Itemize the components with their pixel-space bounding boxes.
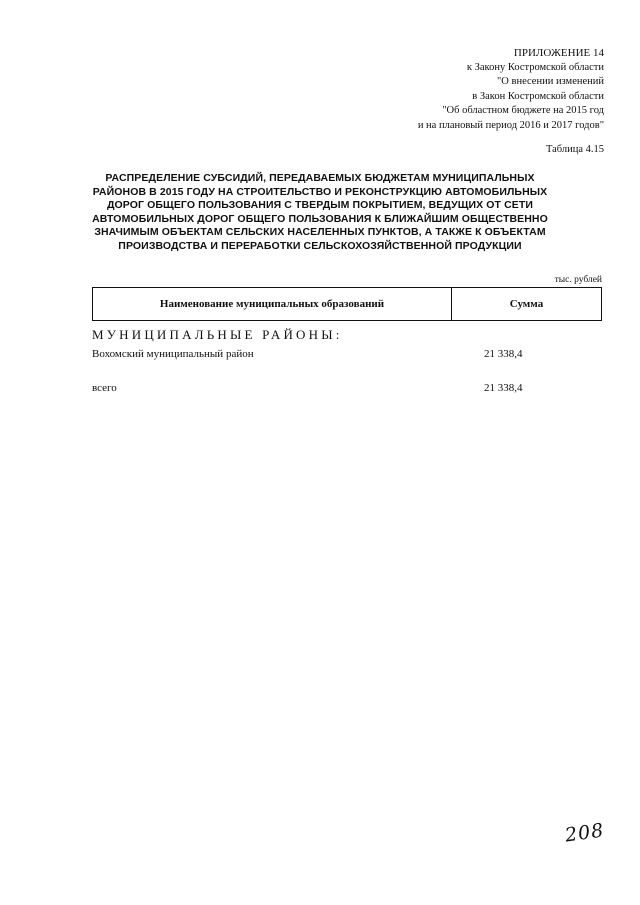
table-number: Таблица 4.15	[545, 144, 604, 155]
handwritten-page-number: 208	[563, 819, 606, 847]
section-heading: МУНИЦИПАЛЬНЫЕ РАЙОНЫ:	[92, 327, 343, 342]
appendix-line-4: "Об областном бюджете на 2015 год	[442, 105, 604, 116]
total-row	[92, 382, 602, 394]
column-header-sum: Сумма	[509, 298, 544, 310]
appendix-line-5: и на плановый период 2016 и 2017 годов"	[417, 119, 604, 131]
appendix-line-1: к Закону Костромской области	[466, 61, 604, 73]
appendix-header	[418, 46, 604, 133]
total-label: всего	[92, 382, 117, 394]
row-value: 21 338,4	[484, 348, 523, 360]
row-name: Вохомский муниципальный район	[92, 348, 254, 360]
appendix-title: ПРИЛОЖЕНИЕ 14	[513, 47, 604, 59]
table-header	[92, 287, 602, 321]
appendix-line-2: "О внесении изменений	[497, 76, 604, 87]
appendix-line-3: в Закон Костромской области	[472, 90, 604, 102]
total-value: 21 338,4	[484, 382, 523, 394]
document-title: РАСПРЕДЕЛЕНИЕ СУБСИДИЙ, ПЕРЕДАВАЕМЫХ БЮДЖЕТАМ МУНИЦИПАЛЬНЫХ РАЙОНОВ В 2015 ГОДУ НА СТРОИТЕЛЬСТВО И РЕКОНСТРУКЦИЮ АВТОМОБИЛЬНЫХ ДОРОГ ОБЩЕГО ПОЛЬЗОВАНИЯ С ТВЕРДЫМ ПОКРЫТИЕМ, ВЕДУЩИХ ОТ СЕТИ АВТОМОБИЛЬНЫХ ДОРОГ ОБЩЕГО ПОЛЬЗОВАНИЯ К БЛИЖАЙШИМ ОБЩЕСТВЕННО ЗНАЧИМЫМ ОБЪЕКТАМ СЕЛЬСКИХ НАСЕЛЕННЫХ ПУНКТОВ, А ТАКЖЕ К ОБЪЕКТАМ ПРОИЗВОДСТВА И ПЕРЕРАБОТКИ СЕЛЬСКОХОЗЯЙСТВЕННОЙ ПРОДУКЦИИ	[92, 172, 548, 252]
table-row	[92, 348, 602, 360]
units-label: тыс. рублей	[554, 275, 602, 285]
column-header-name: Наименование муниципальных образований	[93, 288, 452, 320]
